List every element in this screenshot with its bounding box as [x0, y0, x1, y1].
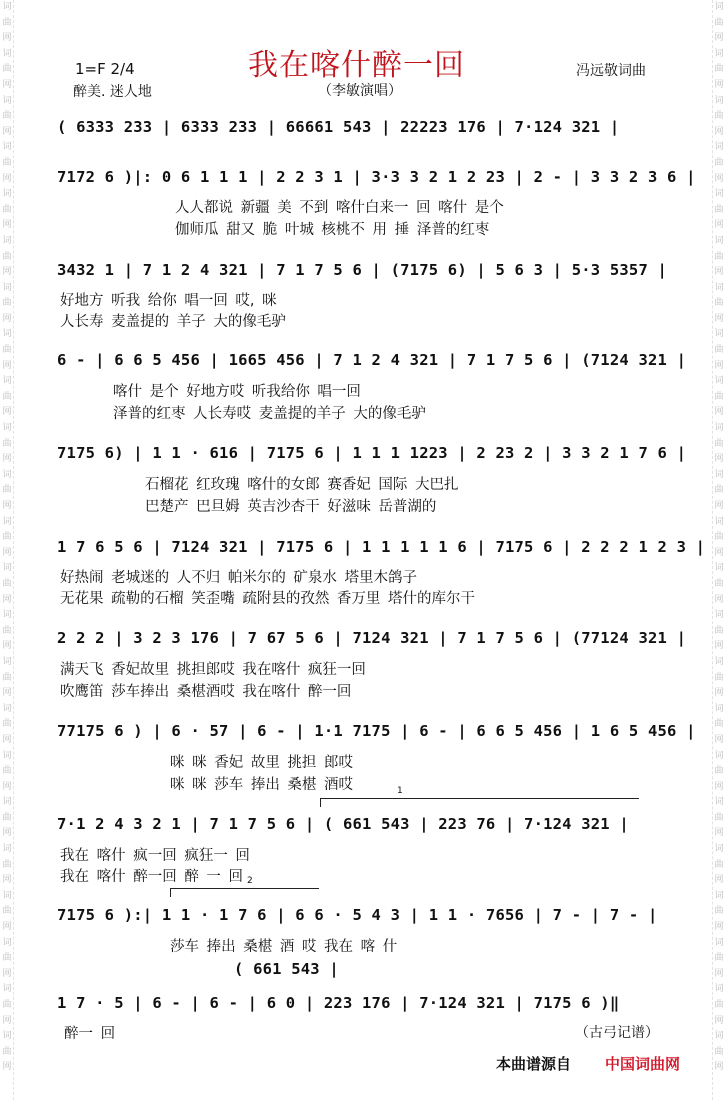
volta-1-bracket [320, 786, 639, 807]
lyric-line-3-verse-2: 人长寿 麦盖提的 羊子 大的像毛驴 [60, 314, 286, 330]
lyric-line-10: 莎车 捧出 桑椹 酒 哎 我在 喀 什 [170, 939, 398, 955]
lyric-line-6-verse-2: 无花果 疏勒的石榴 笑歪嘴 疏附县的孜然 香万里 塔什的库尔干 [60, 591, 476, 607]
score-line-2: 7172 6 )|: 0 6 1 1 1 | 2 2 3 1 | 3·3 3 2 1 2 23 | 2 - | 3 3 2 3 6 | [57, 168, 696, 186]
score-line-8: 77175 6 ) | 6 · 57 | 6 - | 1·1 7175 | 6 - | 6 6 5 456 | 1 6 5 456 | [57, 722, 696, 740]
lyric-line-2-verse-1: 人人都说 新疆 美 不到 喀什白来一 回 喀什 是个 [175, 200, 504, 216]
lyric-line-6-verse-1: 好热闹 老城迷的 人不归 帕米尔的 矿泉水 塔里木鸽子 [60, 570, 418, 586]
score-line-10: 7175 6 ):| 1 1 · 1 7 6 | 6 6 · 5 4 3 | 1 1 · 7656 | 7 - | 7 - | [57, 906, 658, 924]
lyric-line-5-verse-2: 巴楚产 巴旦姆 英吉沙杏干 好滋味 岳普湖的 [145, 499, 437, 515]
score-line-6: 1 7 6 5 6 | 7124 321 | 7175 6 | 1 1 1 1 1 6 | 7175 6 | 2 2 2 1 2 3 | [57, 538, 706, 556]
score-line-11: ( 661 543 | [234, 960, 339, 978]
lyric-line-9-verse-2: 我在 喀什 醉一回 醉 一 回 [60, 869, 244, 885]
singer-credit: （李敏演唱） [318, 83, 402, 99]
lyric-line-8-verse-2: 咪 咪 莎车 捧出 桑椹 酒哎 [170, 777, 354, 793]
composer-credit: 冯远敬词曲 [576, 63, 646, 79]
score-line-3: 3432 1 | 7 1 2 4 321 | 7 1 7 5 6 | (7175 6) | 5 6 3 | 5·3 5357 | [57, 261, 668, 279]
site-name[interactable]: 中国词曲网 [605, 1055, 681, 1073]
lyric-line-2-verse-2: 伽师瓜 甜又 脆 叶城 核桃不 用 捶 泽普的红枣 [175, 222, 490, 238]
score-line-7: 2 2 2 | 3 2 3 176 | 7 67 5 6 | 7124 321 | 7 1 7 5 6 | (77124 321 | [57, 629, 687, 647]
volta-1-number: 1 [397, 786, 403, 796]
lyric-line-4-verse-1: 喀什 是个 好地方哎 听我给你 唱一回 [113, 384, 361, 400]
lyric-line-3-verse-1: 好地方 听我 给你 唱一回 哎, 咪 [60, 293, 277, 309]
lyric-line-12: 醉一 回 [64, 1026, 116, 1042]
source-label: 本曲谱源自 [496, 1055, 572, 1073]
lyric-line-8-verse-1: 咪 咪 香妃 故里 挑担 郎哎 [170, 755, 354, 771]
lyric-line-4-verse-2: 泽普的红枣 人长寿哎 麦盖提的羊子 大的像毛驴 [113, 406, 426, 422]
score-line-5: 7175 6) | 1 1 · 616 | 7175 6 | 1 1 1 1223 | 2 23 2 | 3 3 2 1 7 6 | [57, 444, 687, 462]
lyric-line-7-verse-2: 吹鹰笛 莎车捧出 桑椹酒哎 我在喀什 醉一回 [60, 684, 352, 700]
tempo-mood: 醉美. 迷人地 [73, 84, 152, 100]
watermark-right: 词曲网词曲网词曲网词曲网词曲网词曲网词曲网词曲网词曲网词曲网词曲网词曲网词曲网词曲网词曲网词曲网词曲网词曲网词曲网词曲网词曲网词曲网词曲网 [712, 0, 725, 1100]
volta-2-number: 2 [247, 876, 253, 886]
key-signature: 1=F 2/4 [75, 60, 135, 78]
transcriber-credit: （古弓记谱） [575, 1025, 659, 1041]
score-line-9: 7·1 2 4 3 2 1 | 7 1 7 5 6 | ( 661 543 | 223 76 | 7·124 321 | [57, 815, 629, 833]
lyric-line-7-verse-1: 满天飞 香妃故里 挑担郎哎 我在喀什 疯狂一回 [60, 662, 366, 678]
score-line-1: ( 6333 233 | 6333 233 | 66661 543 | 22223 176 | 7·124 321 | [57, 118, 620, 136]
score-line-12: 1 7 · 5 | 6 - | 6 - | 6 0 | 223 176 | 7·124 321 | 7175 6 )‖ [57, 994, 620, 1012]
watermark-left: 词曲网词曲网词曲网词曲网词曲网词曲网词曲网词曲网词曲网词曲网词曲网词曲网词曲网词曲网词曲网词曲网词曲网词曲网词曲网词曲网词曲网词曲网词曲网 [1, 0, 14, 1100]
score-line-4: 6 - | 6 6 5 456 | 1665 456 | 7 1 2 4 321 | 7 1 7 5 6 | (7124 321 | [57, 351, 687, 369]
lyric-line-9-verse-1: 我在 喀什 疯一回 疯狂一 回 [60, 848, 250, 864]
volta-2-bracket [170, 876, 319, 897]
lyric-line-5-verse-1: 石榴花 红玫瑰 喀什的女郎 赛香妃 国际 大巴扎 [145, 477, 459, 493]
song-title: 我在喀什醉一回 [248, 48, 465, 83]
